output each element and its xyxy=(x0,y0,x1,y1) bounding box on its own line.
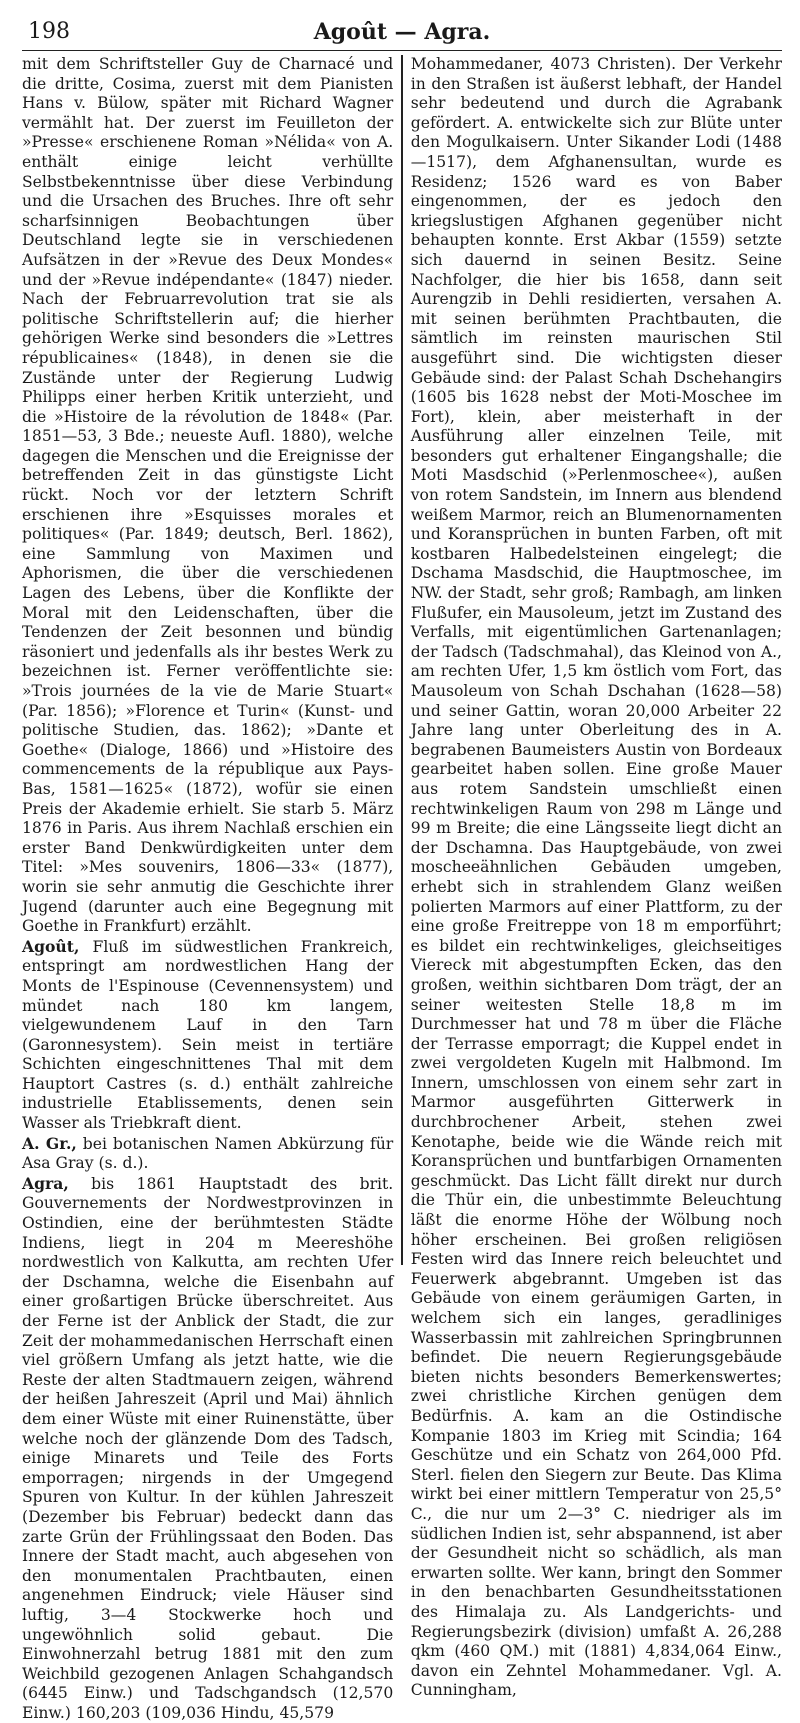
entry-agra-text: bis 1861 Hauptstadt des brit. Gouvernements der Nordwestprovinzen in Ostindien, eine der berühmtesten Städte Indiens, liegt in 204 m Meereshöhe nordwestlich von Kalkutta, am rechten Ufer der Dschamna, welche die Eisenbahn auf einer großartigen Brücke überschreitet. Aus der Ferne ist der Anblick der Stadt, die zur Zeit der mohammedanischen Herrschaft einen viel größern Umfang als jetzt hatte, wie die Reste der alten Stadtmauern zeigen, während der heißen Jahreszeit (April und Mai) ähnlich dem einer Wüste mit einer Ruinenstätte, über welche noch der glänzende Dom des Tadsch, einige Minarets und Teile des Forts emporragen; nirgends in der Umgegend Spuren von Kultur. In der kühlen Jahreszeit (Dezember bis Februar) bedeckt dann das zarte Grün der Frühlingssaat den Boden. Das Innere der Stadt macht, auch abgesehen von den monumentalen Prachtbauten, einen angenehmen Eindruck; viele Häuser sind luftig, 3—4 Stockwerke hoch und ungewöhnlich solid gebaut. Die Einwohnerzahl betrug 1881 mit den zum Weichbild gezogenen Anlagen Schahgandsch (6445 Einw.) und Tadschgandsch (12,570 Einw.) 160,203 (109,036 Hindu, 45,579 xyxy=(22,1174,394,1722)
page-title: Agoût — Agra. xyxy=(313,19,491,45)
entry-agout xyxy=(22,937,393,1134)
entry-agout-text: Fluß im südwestlichen Frankreich, entspringt am nordwestlichen Hang der Monts de l'Espinouse (Cevennensystem) und mündet nach 180 km langem, vielgewundenem Lauf in den Tarn (Garonnesystem). Sein meist in tertiäre Schichten eingeschnittenes Thal mit dem Hauptort Castres (s. d.) enthält zahlreiche industrielle Etablissements, denen sein Wasser als Triebkraft dient. xyxy=(22,937,394,1133)
paragraph-agra-continued: Mohammedaner, 4073 Christen). Der Verkehr in den Straßen ist äußerst lebhaft, der Handel sehr bedeutend und durch die Agrabank gefördert. A. entwickelte sich zur Blüte unter den Mogulkaisern. Unter Sikander Lodi (1488—1517), dem Afghanensultan, wurde es Residenz; 1526 ward es von Baber eingenommen, der es jedoch den kriegslustigen Afghanen gegenüber nicht behaupten konnte. Erst Akbar (1559) setzte sich dauernd in seinen Besitz. Seine Nachfolger, die hier bis 1658, dann seit Aurengzib in Dehli residierten, versahen A. mit seinen berühmten Prachtbauten, die sämtlich im reinsten maurischen Stil ausgeführt sind. Die wichtigsten dieser Gebäude sind: der Palast Schah Dschehangirs (1605 bis 1628 nebst der Moti-Moschee im Fort), klein, aber meisterhaft in der Ausführung aller einzelnen Teile, mit besonders gut erhaltener Eingangshalle; die Moti Masdschid (»Perlenmoschee«), außen von rotem Sandstein, im Innern aus blendend weißem Marmor, reich an Blumenornamenten und Koransprüchen in bunten Farben, oft mit kostbaren Halbedelsteinen eingelegt; die Dschama Masdschid, die Hauptmoschee, im NW. der Stadt, sehr groß; Rambagh, am linken Flußufer, ein Mausoleum, jetzt im Zustand des Verfalls, mit eigentümlichen Gartenanlagen; der Tadsch (Tadschmahal), das Kleinod von A., am rechten Ufer, 1,5 km östlich vom Fort, das Mausoleum von Schah Dschahan (1628—58) und seiner Gattin, woran 20,000 Arbeiter 22 Jahre lang unter Oberleitung des in A. begrabenen Baumeisters Austin von Bordeaux gearbeitet haben sollen. Eine große Mauer aus rotem Sandstein umschließt einen rechtwinkeligen Raum von 298 m Länge und 99 m Breite; die eine Längsseite liegt dicht an der Dschamna. Das Hauptgebäude, von zwei moscheeähnlichen Gebäuden umgeben, erhebt sich in strahlendem Glanz weißen polierten Marmors auf einer Plattform, zu der eine große Freitreppe von 18 m emporführt; es bildet ein rechtwinkeliges, gleichseitiges Viereck mit abgestumpften Ecken, das den großen, weithin sichtbaren Dom trägt, der an seiner weitesten Stelle 18,8 m im Durchmesser hat und 78 m über die Fläche der Terrasse emporragt; die Kuppel endet in zwei vergoldeten Kugeln mit Halbmond. Im Innern, umschlossen von einem sehr zart in Marmor ausgeführten Gitterwerk in durchbrochener Arbeit, stehen zwei Kenotaphe, beide wie die Wände reich mit Koransprüchen und buntfarbigen Ornamenten geschmückt. Das Licht fällt direkt nur durch die Thür ein, die unbestimmte Beleuchtung läßt die enorme Höhe der Wölbung noch höher erscheinen. Bei großen religiösen Festen wird das Innere reich beleuchtet und Feuerwerk abgebrannt. Umgeben ist das Gebäude von einem geräumigen Garten, in welchem sich ein langes, geradliniges Wasserbassin mit zahlreichen Springbrunnen befindet. Die neuern Regierungsgebäude bieten nichts besonders Bemerkenswertes; zwei christliche Kirchen genügen dem Bedürfnis. A. kam an die Ostindische Kompanie 1803 im Krieg mit Scindia; 164 Geschütze und ein Schatz von 264,000 Pfd. Sterl. fielen den Siegern zur Beute. Das Klima wirkt bei einer mittlern Temperatur von 25,5° C., die nur um 2—3° C. niedriger als im südlichen Indien ist, sehr abspannend, ist aber der Gesundheit nicht so schädlich, als man erwarten sollte. Wer kann, bringt den Sommer in den benachbarten Gesundheitsstationen des Himalaja zu. Als Landgerichts- und Regierungsbezirk (division) umfaßt A. 26,288 qkm (460 QM.) mit (1881) 4,834,064 Einw., davon ein Zehntel Mohammedaner. Vgl. A. Cunningham, xyxy=(410,55,782,1700)
left-column xyxy=(22,55,394,1722)
text-columns xyxy=(22,55,782,1722)
entry-a-gr xyxy=(22,1134,393,1174)
lemma-agout: Agoût, xyxy=(22,936,80,956)
entry-agra xyxy=(22,1174,393,1723)
lemma-agra: Agra, xyxy=(22,1173,69,1193)
lemma-a-gr: A. Gr., xyxy=(22,1133,77,1153)
column-divider xyxy=(401,55,402,1265)
page-number: 198 xyxy=(28,19,70,44)
paragraph-agoult-continued: mit dem Schriftsteller Guy de Charnacé und die dritte, Cosima, zuerst mit dem Pianisten Hans v. Bülow, später mit Richard Wagner vermählt hat. Der zuerst im Feuilleton der »Presse« erschienene Roman »Nélida« von A. enthält einige leicht verhüllte Selbstbekenntnisse über diese Verbindung und die Ursachen des Bruches. Ihre oft sehr scharfsinnigen Beobachtungen über Deutschland legte sie in verschiedenen Aufsätzen in der »Revue des Deux Mondes« und der »Revue indépendante« (1847) nieder. Nach der Februarrevolution trat sie als politische Schriftstellerin auf; die hierher gehörigen Werke sind besonders die »Lettres républicaines« (1848), in denen sie die Zustände unter der Regierung Ludwig Philipps einer herben Kritik unterzieht, und die »Histoire de la révolution de 1848« (Par. 1851—53, 3 Bde.; neueste Aufl. 1880), welche dagegen die Menschen und die Ereignisse der betreffenden Zeit in das günstigste Licht rückt. Noch vor der letztern Schrift erschienen ihre »Esquisses morales et politiques« (Par. 1849; deutsch, Berl. 1862), eine Sammlung von Maximen und Aphorismen, die über die verschiedenen Lagen des Lebens, über die Konflikte der Moral mit den Leidenschaften, über die Tendenzen der Zeit besonnen und bündig räsoniert und jedenfalls als ihr bestes Werk zu bezeichnen ist. Ferner veröffentlichte sie: »Trois journées de la vie de Marie Stuart« (Par. 1856); »Florence et Turin« (Kunst- und politische Studien, das. 1862); »Dante et Goethe« (Dialoge, 1866) und »Histoire des commencements de la république aux Pays-Bas, 1581—1625« (1872), wofür sie einen Preis der Akademie erhielt. Sie starb 5. März 1876 in Paris. Aus ihrem Nachlaß erschien ein erster Band Denkwürdigkeiten unter dem Titel: »Mes souvenirs, 1806—33« (1877), worin sie sehr anmutig die Geschichte ihrer Jugend (darunter auch eine Begegnung mit Goethe in Frankfurt) erzählt. xyxy=(22,55,394,936)
page-header xyxy=(22,14,782,51)
right-column xyxy=(410,55,782,1700)
entry-a-gr-text: bei botanischen Namen Abkürzung für Asa Gray (s. d.). xyxy=(22,1134,394,1173)
